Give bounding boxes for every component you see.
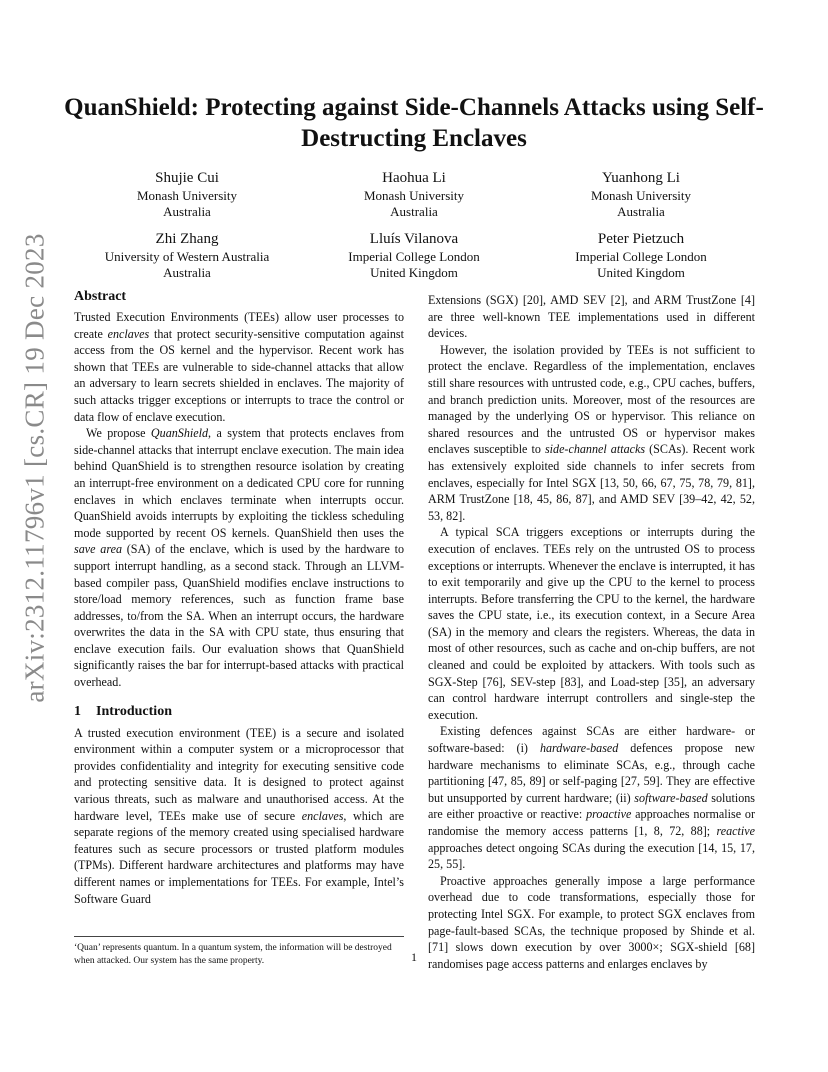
author-country: Australia	[163, 265, 211, 280]
author-row	[74, 229, 754, 281]
author-country: Australia	[617, 204, 665, 219]
author	[301, 229, 527, 281]
author-country: United Kingdom	[370, 265, 458, 280]
page-number: 1	[411, 950, 417, 964]
author-country: United Kingdom	[597, 265, 685, 280]
left-column	[74, 288, 404, 907]
author-affiliation: Monash University	[363, 188, 465, 203]
author-name: Shujie Cui	[155, 170, 219, 186]
author	[528, 229, 754, 281]
author	[301, 168, 527, 220]
footnote: ‘Quan’ represents quantum. In a quantum system, the information will be destroyed when attacked. Our system has the same property.	[74, 936, 404, 968]
abstract-heading: Abstract	[74, 289, 127, 304]
section-number: 1	[74, 703, 81, 719]
right-column	[428, 292, 755, 972]
section-title: Introduction	[96, 703, 172, 719]
body-paragraph: Extensions (SGX) [20], AMD SEV [2], and ARM TrustZone [4] are three well-known TEE implementations used in different devices.	[428, 293, 755, 341]
author-affiliation: Monash University	[136, 188, 238, 203]
author-block	[74, 168, 754, 290]
section-heading	[74, 703, 404, 721]
author-name: Peter Pietzuch	[597, 231, 685, 247]
author-name: Yuanhong Li	[602, 170, 680, 186]
author-affiliation: Imperial College London	[575, 249, 707, 264]
body-paragraph: Existing defences against SCAs are either hardware- or software-based: (i) hardware-based defences propose new hardware mechanisms to eliminate SCAs, e.g., through cache partitioning [47, 85, 89] or self-paging [27, 59]. They are effective but unsupported by current hardware; (ii) software-based solutions are either proactive or reactive: proactive approaches normalise or randomise the memory access patterns [1, 8, 72, 88]; reactive approaches detect ongoing SCAs during the execution [14, 15, 17, 25, 55].	[428, 724, 755, 872]
author-name: Haohua Li	[382, 170, 446, 186]
author-name: Lluís Vilanova	[369, 231, 459, 247]
author-name: Zhi Zhang	[155, 231, 219, 247]
author-country: Australia	[390, 204, 438, 219]
body-paragraph: A trusted execution environment (TEE) is a secure and isolated environment within a computer system or a microprocessor that provides confidentiality and integrity for executing sensitive code and protecting sensitive data. It is designed to protect against various threats, such as malware and unauthorised access. At the hardware level, TEEs make use of secure enclaves, which are separate regions of the memory created using specialised hardware features such as secure processors or trusted platform modules (TPMs). Different hardware architectures and platforms may have different names or implementations for TEEs. For example, Intel’s Software Guard	[74, 725, 404, 906]
paper-title: QuanShield: Protecting against Side-Channels Attacks using Self-Destructing Enclaves	[64, 94, 764, 152]
author	[528, 168, 754, 220]
arxiv-id-text: arXiv:2312.11796v1 [cs.CR] 19 Dec 2023	[19, 233, 50, 703]
author-affiliation: University of Western Australia	[104, 249, 270, 264]
body-paragraph: A typical SCA triggers exceptions or interrupts during the execution of enclaves. TEEs rely on the untrusted OS to process exceptions or interrupts. Whenever the enclave is interrupted, it has to exit temporarily and give up the CPU to the kernel to process interrupts. Before transferring the CPU to the kernel, the hardware saves the CPU state, i.e., its execution context, in a Secure Area (SA) in the memory and clears the registers. Whereas, the data in most of other resources, such as cache and on-chip buffers, are not cleaned and could be exploited by attackers. With tools such as SGX-Step [76], SEV-step [83], and Load-step [35], an adversary can control hardware interrupt controllers and single-step the execution.	[428, 525, 755, 722]
body-paragraph: Proactive approaches generally impose a large performance overhead due to code transformations, especially those for protecting Intel SGX. For example, to protect SGX enclaves from page-fault-based SCAs, the technique proposed by Shinde et al. [71] slows down execution by over 3000×; SGX-shield [68] randomises page access patterns and enlarges enclaves by	[428, 873, 755, 971]
author-affiliation: Imperial College London	[348, 249, 480, 264]
author	[74, 229, 300, 281]
author-affiliation: Monash University	[590, 188, 692, 203]
abstract-paragraph: Trusted Execution Environments (TEEs) allow user processes to create enclaves that protect security-sensitive computation against access from the OS kernel and the hypervisor. Recent work has shown that TEEs are vulnerable to side-channel attacks that allow an adversary to learn secrets shielded in enclaves. The majority of such attacks trigger exceptions or interrupts to trace the control or data flow of enclave execution.	[74, 310, 404, 424]
abstract-paragraph: We propose QuanShield, a system that protects enclaves from side-channel attacks that interrupt enclave execution. The main idea behind QuanShield is to strengthen resource isolation by creating an interrupt-free environment on a dedicated CPU core for running enclaves in which enclaves terminate when interrupts occur. QuanShield avoids interrupts by exploiting the tickless scheduling mode supported by recent OS kernels. QuanShield then uses the save area (SA) of the enclave, which is used by the hardware to support interrupt handling, as a second stack. Through an LLVM-based compiler pass, QuanShield modifies enclave instructions to store/load memory references, such as function frame base addresses, to/from the SA. When an interrupt occurs, the hardware overwrites the data in the SA with CPU state, thus ensuring that enclave execution fails. Our evaluation shows that QuanShield significantly raises the bar for interrupt-based attacks with practical overhead.	[74, 426, 405, 690]
body-paragraph: However, the isolation provided by TEEs is not sufficient to protect the enclave. Regardless of the implementation, enclaves still share resources with untrusted code, e.g., CPU caches, buffers, and branch prediction units. Moreover, most of the resources are managed by the underlying OS or hypervisor. This reliance on shared resources and the untrusted OS or hypervisor makes enclaves susceptible to side-channel attacks (SCAs). Recent work has extensively exploited side channels to infer secrets from enclaves, especially for Intel SGX [13, 50, 66, 67, 75, 78, 79, 81], ARM TrustZone [18, 45, 86, 87], and AMD SEV [39–42, 42, 52, 53, 82].	[428, 342, 755, 523]
author	[74, 168, 300, 220]
author-row	[74, 168, 754, 220]
author-country: Australia	[163, 204, 211, 219]
arxiv-watermark	[0, 0, 60, 1072]
